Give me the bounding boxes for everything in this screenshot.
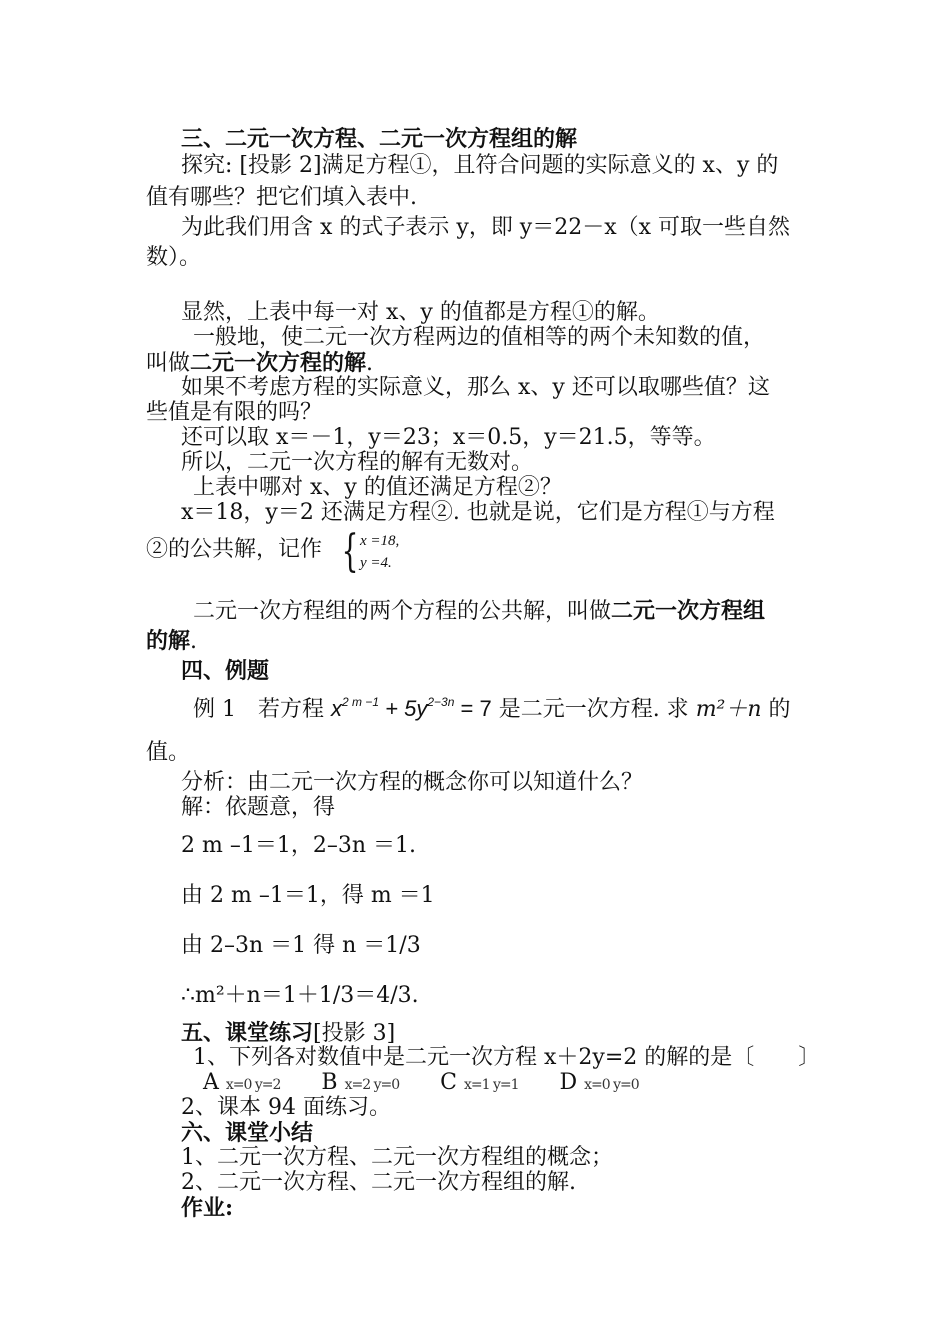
explore-line-2: 值有哪些？把它们填入表中. (146, 185, 417, 210)
example-1-line (193, 696, 791, 723)
system-line-2: y =4. (360, 555, 392, 571)
practice-2: 2、课本 94 面练习。 (181, 1095, 391, 1120)
option-c-value: x=1 y=1 (463, 1077, 519, 1093)
solution-step-4: ∴m²＋n＝1＋1/3＝4/3. (181, 983, 419, 1008)
solution-step-2: 由 2 m –1＝1，得 m ＝1 (181, 883, 435, 908)
system-line-1: x =18, (360, 533, 400, 549)
eq-x: x (331, 696, 342, 721)
definition-line-1: 一般地，使二元一次方程两边的值相等的两个未知数的值， (193, 325, 766, 350)
express-line-1: 为此我们用含 x 的式子表示 y，即 y＝22－x（x 可取一些自然 (181, 215, 791, 240)
solution-step-3: 由 2–3n ＝1 得 n ＝1/3 (181, 933, 421, 958)
eq-exp-1: 2 m −1 (342, 694, 380, 709)
summary-1: 1、二元一次方程、二元一次方程组的概念； (181, 1145, 613, 1170)
system-def-term: 二元一次方程组 (611, 598, 766, 624)
definition-term: 二元一次方程的解 (190, 350, 367, 376)
option-b (321, 1070, 399, 1098)
definition-suffix: . (366, 351, 374, 376)
example-end: 的 (768, 697, 791, 722)
section-5-heading-tail: [投影 3] (313, 1021, 396, 1046)
answer-line-2 (146, 537, 322, 563)
which-line: 上表中哪对 x、y 的值还满足方程②？ (193, 475, 562, 500)
system-def-prefix: 二元一次方程组的两个方程的公共解，叫做 (193, 599, 612, 624)
analysis-line: 分析：由二元一次方程的概念你可以知道什么？ (181, 770, 644, 795)
option-c (440, 1070, 518, 1098)
practice-1: 1、下列各对数值中是二元一次方程 x＋2y=2 的解的是〔 〕 (193, 1045, 821, 1070)
example-label: 例 1 若方程 (193, 697, 324, 722)
answer-prefix: ②的公共解，记作 (146, 537, 323, 562)
option-a-label: A (203, 1070, 219, 1095)
express-line-2: 数）。 (146, 245, 202, 270)
section-6-heading: 六、课堂小结 (181, 1120, 314, 1146)
example-equation (331, 696, 492, 721)
section-3-heading: 三、二元一次方程、二元一次方程组的解 (181, 126, 578, 152)
section-4-heading: 四、例题 (181, 658, 270, 684)
obvious-line: 显然，上表中每一对 x、y 的值都是方程①的解。 (181, 300, 660, 325)
eq-y-term: + 5y (379, 696, 428, 721)
answer-line-1: x＝18，y＝2 还满足方程②. 也就是说，它们是方程①与方程 (181, 500, 775, 525)
solution-label: 解：依题意，得 (181, 795, 336, 820)
option-d-label: D (559, 1070, 578, 1095)
so-line: 所以，二元一次方程的解有无数对。 (181, 450, 534, 475)
solution-step-1: 2 m –1＝1，2–3n ＝1. (181, 833, 416, 858)
eq-rhs: = 7 (454, 696, 492, 721)
option-b-label: B (321, 1070, 338, 1095)
question-line-1: 如果不考虑方程的实际意义，那么 x、y 还可以取哪些值？这 (181, 375, 770, 400)
homework-label: 作业: (181, 1195, 234, 1221)
brace-icon: { (341, 526, 359, 577)
explore-line-1: 探究: [投影 2]满足方程①，且符合问题的实际意义的 x、y 的 (181, 153, 779, 178)
system-def-term-tail: 的解 (146, 628, 191, 654)
option-b-value: x=2 y=0 (344, 1077, 400, 1093)
section-5-heading: 五、课堂练习 (181, 1020, 314, 1046)
option-d-value: x=0 y=0 (584, 1077, 639, 1093)
also-line: 还可以取 x＝－1，y＝23；x＝0.5，y＝21.5，等等。 (181, 425, 716, 450)
section-5-heading-row (181, 1020, 395, 1047)
eq-exp-2: 2−3n (427, 694, 455, 709)
option-c-label: C (440, 1070, 457, 1095)
option-a (203, 1070, 280, 1098)
practice-options (203, 1070, 673, 1098)
option-a-value: x=0 y=2 (225, 1077, 281, 1093)
option-d (560, 1070, 639, 1098)
definition-line-2 (146, 350, 373, 377)
system-def-line-1 (193, 598, 765, 625)
example-1-line-2: 值。 (146, 740, 191, 765)
question-line-2: 些值是有限的吗？ (146, 400, 323, 425)
solution-system (336, 526, 400, 577)
example-text: 是二元一次方程. 求 (498, 697, 689, 722)
system-def-line-2 (146, 628, 197, 655)
summary-2: 2、二元一次方程、二元一次方程组的解. (181, 1170, 576, 1195)
example-target: m²＋n (695, 697, 762, 722)
system-def-suffix: . (190, 629, 198, 654)
definition-prefix: 叫做 (146, 351, 191, 376)
